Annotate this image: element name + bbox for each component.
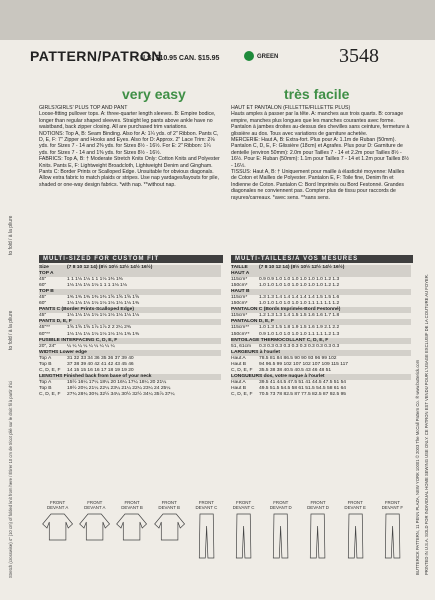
row-label: 115cm* <box>231 313 248 319</box>
sketch-label: FRONT DEVANT E <box>344 500 366 510</box>
pant-sketch-icon <box>376 512 409 562</box>
row-label: 115cm* <box>231 295 248 301</box>
row-label: HAUT B <box>231 289 250 295</box>
row-values: 19½ 20¼ 21¼ 22¼ 23¼ 21¼ 22¼ 23¼ 24 25¼ <box>67 385 171 391</box>
sketch-label: FRONT DEVANT F <box>381 500 404 510</box>
row-values: 70.5 73 78 82.5 87 77.5 82.5 87 92.5 95 <box>259 391 347 397</box>
row-values: 39.5 41 44.5 47.5 51 41 44.5 47.5 51 54 <box>259 379 347 385</box>
row-values: 0.9 1.0 1.0 1.0 1.0 1.0 1.1 1.1 1.2 1.3 <box>259 331 340 337</box>
sketch-label: FRONT DEVANT A <box>84 500 106 510</box>
pant-sketch-icon <box>264 512 297 562</box>
row-values: 31 32 33 34 36 35 36 37 39 40 <box>67 355 134 361</box>
row-label: C, D, E, F <box>39 391 61 397</box>
notice-text: PRINTED IN U.S.A. SOLD FOR INDIVIDUAL HOME SEWING USE ONLY. CE PATRON EST VENDU POUR L'USAGE EXCLUSIF DE LA COUTURE AU FOYER. <box>424 274 429 575</box>
row-label: C, D, E, F <box>39 367 61 373</box>
pant-sketch-icon <box>227 512 260 562</box>
row-label: FUSIBLE INTERFACING C, D, E, F <box>39 337 118 343</box>
row-values: 1 1 1⅛ 1⅛ 1 1 1⅛ 1⅜ 1⅜ <box>67 277 123 283</box>
sketch-label: FRONT DEVANT D <box>269 500 292 510</box>
row-values: 1⅛ 1⅛ 1⅛ 1⅛ 1⅛ 1⅛ 1⅛ 1⅛ 1⅛ <box>67 313 140 319</box>
row-values: 1⅛ 1⅛ 1⅛ 1⅛ 1 1 1 1⅛ 1⅛ <box>67 283 127 289</box>
row-label: PANTS C (Border Prints-Scalloped Edge) <box>39 307 135 313</box>
sketch-label: FRONT DEVANT B <box>158 500 180 510</box>
row-label: 60" <box>39 283 47 289</box>
row-label: PANTALON D, E, F <box>231 319 275 325</box>
color-dot-icon <box>244 51 254 61</box>
table-row <box>231 392 411 398</box>
sketch-label: FRONT DEVANT B <box>121 500 143 510</box>
pant-sketch-icon <box>339 512 372 562</box>
pant-sketch-icon <box>301 512 334 562</box>
price-label: U.S. $10.95 CAN. $15.95 <box>140 55 220 62</box>
row-values: (7 8 10 12 14) (8½ 10½ 12½ 14½ 16½) <box>67 265 153 270</box>
row-values: 1.0 1.0 1.0 1.0 1.0 1.0 1.1 1.1 1.1 1.2 <box>259 301 340 307</box>
row-values: 78.5 81 84 86.5 90 90 93 96 99 102 <box>259 355 337 361</box>
description-fr: HAUT ET PANTALON (FILLETTE/FILLETTE PLUS) Hauts amples à passer par la tête. A: manches aux trois quarts. B: corsage empire, manches plus longues que les manches courantes avec forme. Pantalon à jambes droites au-dessus des chevilles sans ceinture, fermeture à glissière au dos. Tous avec variations de garniture achetée. MERCERIE: Haut A, B: Extra-fort. Plus pour A: 1.1m de Ruban (50mm). Pantalon C, D, E, F: Glissière (18cm) et Agrafes. Plus pour D: Garniture de dentelle (environ 50mm): 2.0m pour Tailles 7 - 14 et 2.2m pour Tailles 8½ - 16½. Pour E: Ruban (50mm): 1.1m pour Tailles 7 - 14 et 1.2m pour Tailles 8½ - 16½. TISSUS: Haut A, B: † Uniquement pour maille à élasticité moyenne: Mailles de Coton et Mailles de Polyester. Pantalon E, F: Toile fine, Denim fin et Indienne de Coton. Pantalon C: Bord Imprimés ou Bord Festonné. Grandes diagonales ne conviennent pas. Compter plus de tissu pour raccords de rayures/carreaux. *avec sens. **sans sens. <box>231 105 410 201</box>
yardage-table-fr <box>231 265 411 398</box>
row-label: Top A <box>39 379 52 385</box>
row-values: 0.9 0.9 1.0 1.0 1.0 1.0 1.0 1.0 1.2 1.3 <box>259 277 340 283</box>
row-label: Haut A <box>231 355 246 361</box>
row-values: 0.3 0.3 0.3 0.3 0.3 0.3 0.3 0.3 0.3 0.3 <box>259 343 340 349</box>
row-label: Size <box>39 265 49 270</box>
fold-note: to fold / à la pliure <box>8 215 14 255</box>
row-label: 150cm* <box>231 283 248 289</box>
top-bar <box>0 0 435 40</box>
sketch-label: FRONT DEVANT C <box>232 500 255 510</box>
table-row <box>231 265 411 271</box>
row-values: 1⅜ 1⅜ 1⅜ 1⅜ 1⅜ 1⅝ 1⅝ 1⅝ 1⅝ <box>67 295 140 301</box>
row-values: 15½ 16¼ 17¼ 18¼ 20 16¼ 17¼ 18¼ 20 21¼ <box>67 379 167 385</box>
size-band-en: MULTI-SIZED FOR CUSTOM FIT <box>39 255 223 263</box>
row-label: 60"** <box>39 331 50 337</box>
row-label: PANTALON C (Bords Imprimés-Bord Festonné) <box>231 307 341 313</box>
row-label: 150cm* <box>231 301 248 307</box>
row-label: 150cm** <box>231 331 250 337</box>
table-row <box>39 283 221 289</box>
yardage-table-en <box>39 265 221 398</box>
row-label: TAILLE <box>231 265 248 270</box>
row-values: 1⅝ 1⅝ 1⅝ 1⅞ 1⅞ 2 2 2¼ 2⅜ <box>67 325 131 331</box>
row-label: C, D, E, F <box>231 391 253 397</box>
row-values: 49.5 51.5 54.5 58 61 51.5 54.5 58 61 64 <box>259 385 347 391</box>
row-label: PANTS D, E, F <box>39 319 72 325</box>
row-label: 60" <box>39 301 47 307</box>
row-label: 45" <box>39 277 47 283</box>
fold-note-2: to fold / à la pliure <box>8 310 14 350</box>
row-values: 35.5 38 38 40.5 40.5 43 46 48 51 <box>259 367 332 373</box>
garment-sketches <box>39 500 411 565</box>
sketch-label: FRONT DEVANT C <box>195 500 218 510</box>
row-values: 1.0 1.0 1.0 1.0 1.0 1.0 1.0 1.0 1.2 1.2 <box>259 283 340 289</box>
row-values: 94 96.5 99 102 107 102 107 109 115 117 <box>259 361 349 367</box>
top-sketch-icon <box>41 512 74 562</box>
pattern-number: 3548 <box>339 45 379 67</box>
row-label: 45"** <box>39 325 50 331</box>
row-values: 1.0 1.3 1.5 1.8 1.9 1.5 1.6 1.9 2.1 2.2 <box>259 325 340 331</box>
row-label: Haut B <box>231 385 246 391</box>
row-values: 1⅛ 1⅛ 1⅛ 1⅛ 1⅛ 1⅛ 1⅛ 1⅛ 1⅜ <box>67 301 140 307</box>
top-sketch-icon <box>78 512 111 562</box>
row-label: Haut B <box>231 361 246 367</box>
row-label: 51, 61cm <box>231 343 252 349</box>
row-label: ENTOILAGE THERMOCOLLANT C, D, E, F <box>231 337 329 343</box>
row-label: 20", 24" <box>39 343 57 349</box>
row-label: Top B <box>39 361 52 367</box>
row-values: (7 8 10 12 14) (8½ 10½ 12½ 14½ 16½) <box>259 265 345 270</box>
table-row <box>39 265 221 271</box>
row-label: TOP A <box>39 271 54 277</box>
row-label: 45" <box>39 313 47 319</box>
row-label: Haut A <box>231 379 246 385</box>
row-label: LARGEURS à l'ourlet <box>231 349 280 355</box>
row-label: 45" <box>39 295 47 301</box>
color-label: GREEN <box>257 54 279 60</box>
top-sketch-icon <box>153 512 186 562</box>
pant-sketch-icon <box>190 512 223 562</box>
imprint-text: BUTTERICK PATTERN, 11 PENN PLAZA, NEW YORK 10001 © 2003 The McCall Pattern Co. ® www.butterick.com <box>415 359 420 575</box>
right-margin-notes <box>413 60 433 580</box>
difficulty-en: very easy <box>122 86 186 102</box>
row-values: ¼ ¼ ¼ ¼ ¼ ¼ ¼ ¼ ¼ <box>67 343 115 349</box>
row-values: 1.2 1.3 1.3 1.4 1.5 1.5 1.6 1.6 1.7 1.8 <box>259 313 340 319</box>
description-en: GIRLS'/GIRLS' PLUS TOP AND PANT Loose-fitting pullover tops. A: three-quarter length sleeves. B: Empire bodice, longer than regular shaped sleeves. Straight leg pants above ankle have no waistband, back zipper closing. All are purchased trim variations. NOTIONS: Top A, B: Seam Binding. Also for A: 1¼ yds. of 2" Ribbon. Pants C, D, E, F: 7" Zipper and Hooks and Eyes. Also for D: Approx. 2" Lace Trim: 2⅛ yds. for Sizes 7 - 14 and 2⅜ yds. for Sizes 8½ - 16½. For E: 2" Ribbon: 1¼ yds. for Sizes 7 - 14 and 1⅜ yds. for Sizes 8½ - 16½. FABRICS: Top A, B: † Moderate Stretch Knits Only: Cotton Knits and Polyester Knits. Pants E, F: Lightweight Broadcloth, Lightweight Denim and Gingham. Pants C: Border Prints or Scalloped Edge. Unsuitable for obvious diagonals. Allow extra fabric to match plaids or stripes. Use nap yardages/layouts for pile, shaded or one-way design fabrics. *with nap. **without nap. <box>39 105 220 188</box>
sketch-label: FRONT DEVANT D <box>307 500 329 510</box>
row-label: WIDTHS Lower edge <box>39 349 87 355</box>
row-values: 37 38 39 40 42 41 42 43 45 46 <box>67 361 134 367</box>
row-label: 115cm* <box>231 277 248 283</box>
row-values: 27¾ 28¾ 30¾ 32½ 34¼ 30½ 32½ 34¼ 35⅞ 37¼ <box>67 391 175 397</box>
row-label: C, D, E, F <box>231 367 253 373</box>
row-values: 1.3 1.3 1.4 1.4 1.4 1.4 1.4 1.5 1.5 1.6 <box>259 295 340 301</box>
row-label: 115cm** <box>231 325 250 331</box>
size-band-fr: MULTI-TAILLES/À VOS MESURES <box>231 255 413 263</box>
row-label: HAUT A <box>231 271 250 277</box>
row-label: Top A <box>39 355 52 361</box>
sketch-label: FRONT DEVANT A <box>46 500 69 510</box>
row-label: TOP B <box>39 289 54 295</box>
table-row <box>39 392 221 398</box>
difficulty-fr: très facile <box>284 86 350 102</box>
table-row <box>231 283 411 289</box>
row-label: LENGTHS Finished back from base of your neck <box>39 373 152 379</box>
left-margin-notes <box>4 200 34 580</box>
top-sketch-icon <box>115 512 148 562</box>
row-label: Top B <box>39 385 52 391</box>
stretch-note: Stretch (crosswise) 4" (10 cm) of folded knit from here / Étirer 10 cm de tricot plié sur le droit fil à partir d'ici <box>8 380 13 578</box>
brand-label: PATTERN/PATRON <box>30 48 162 64</box>
row-values: 1⅛ 1⅛ 1⅛ 1⅛ 1⅛ 1⅛ 1⅛ 1⅜ 1⅜ <box>67 331 140 337</box>
row-values: 14 15 15 16 16 17 18 19 19 20 <box>67 367 134 373</box>
row-label: LONGUEURS dos, votre nuque à l'ourlet <box>231 373 325 379</box>
